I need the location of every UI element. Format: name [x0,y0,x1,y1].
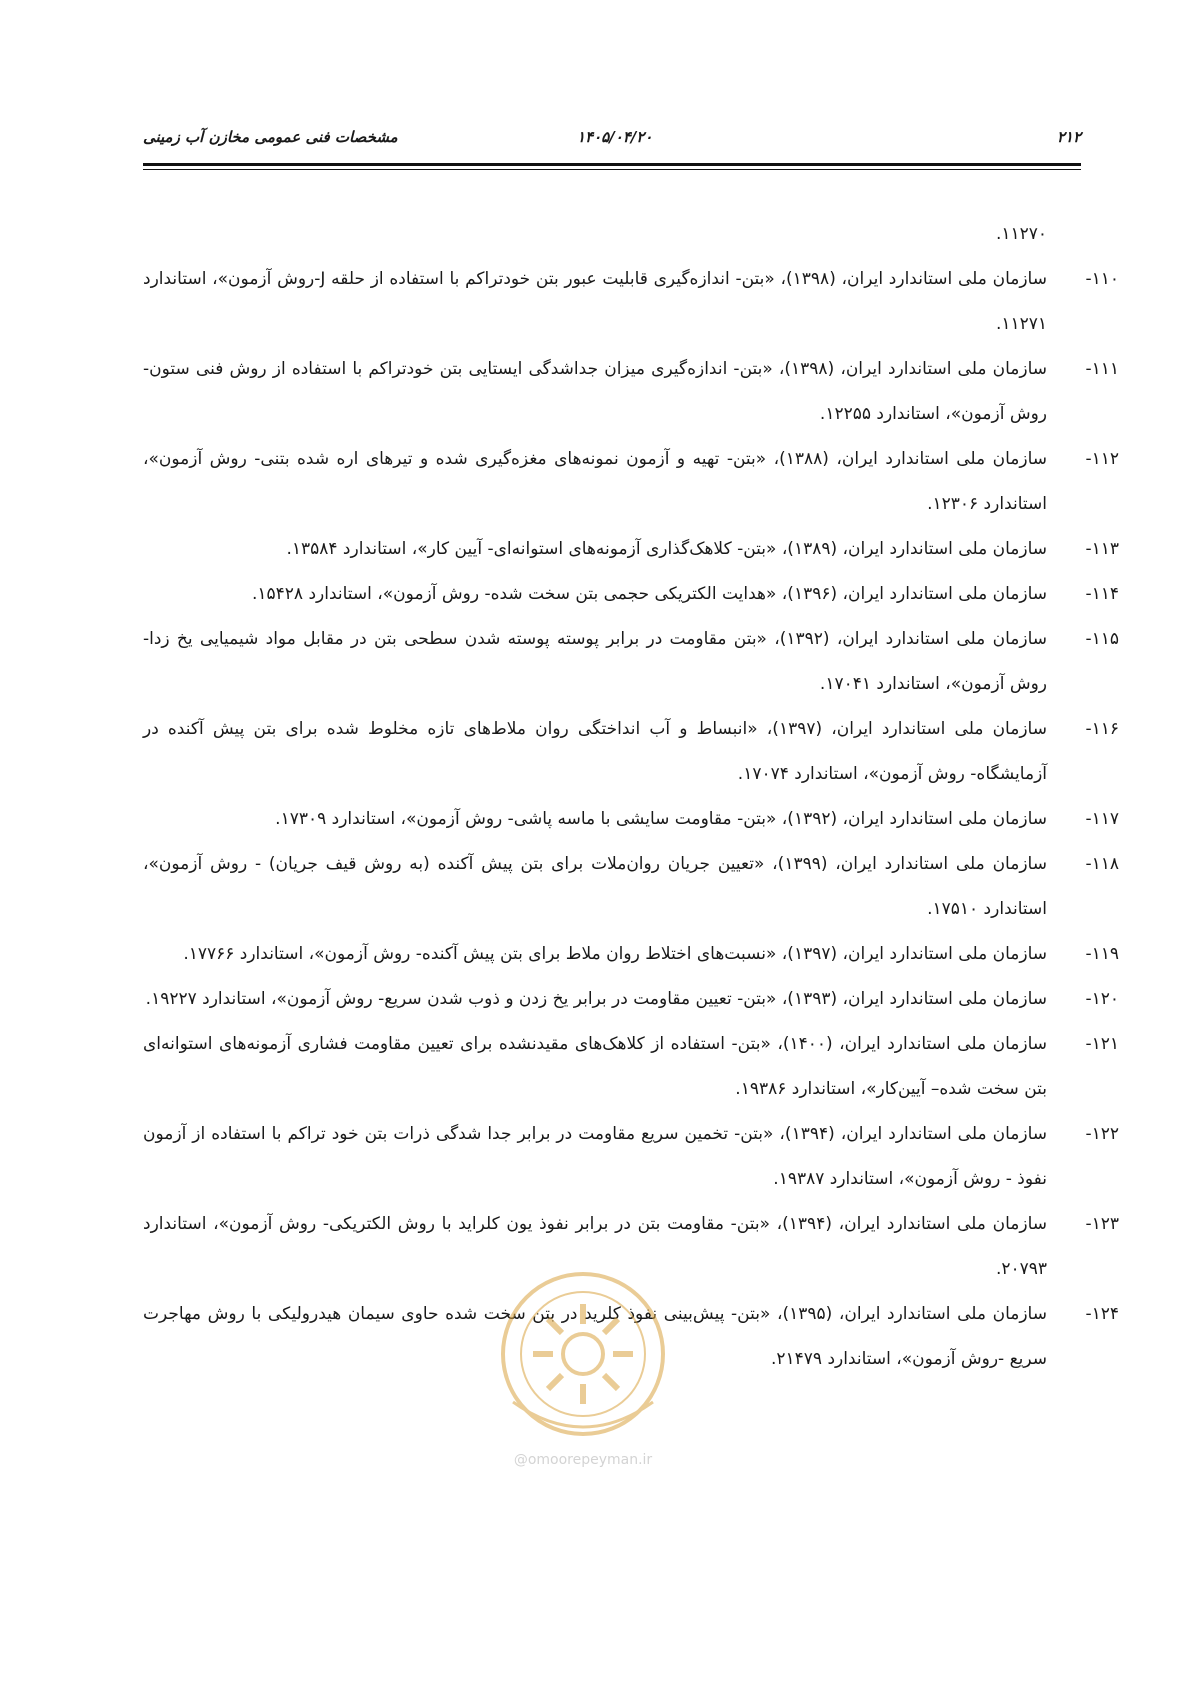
reference-item [143,977,1119,1022]
reference-item [143,707,1119,797]
reference-item [143,1022,1119,1112]
reference-number: ۱۱۵- [1085,629,1119,649]
reference-item [143,572,1119,617]
reference-text: سازمان ملی استاندارد ایران، (۱۳۸۸)، «بتن- تهیه و آزمون نمونه‌های مغزه‌گیری شده و تیرهای اره شده بتنی- روش آزمون»، استاندارد ۱۲۳۰۶. [143,449,1047,514]
reference-item [143,1292,1119,1382]
reference-number: ۱۱۹- [1085,944,1119,964]
page-header [143,128,1081,154]
reference-text: سازمان ملی استاندارد ایران، (۱۳۸۹)، «بتن- کلاهک‌گذاری آزمونه‌های استوانه‌ای- آیین کار»، استاندارد ۱۳۵۸۴. [286,539,1047,559]
reference-number: ۱۱۷- [1085,809,1119,829]
reference-text: سازمان ملی استاندارد ایران، (۱۳۹۸)، «بتن- اندازه‌گیری میزان جداشدگی ایستایی بتن خودتراکم با استفاده از روش فنی ستون- روش آزمون»، استاندارد ۱۲۲۵۵. [143,359,1047,424]
reference-number: ۱۱۲- [1085,449,1119,469]
watermark-url: @omoorepeyman.ir [513,1452,653,1468]
reference-text: سازمان ملی استاندارد ایران، (۱۳۹۵)، «بتن- پیش‌بینی نفوذ کلرید در بتن سخت شده حاوی سیمان هیدرولیکی با روش مهاجرت سریع -روش آزمون»، استاندارد ۲۱۴۷۹. [143,1304,1047,1369]
reference-number: ۱۲۴- [1085,1304,1119,1324]
reference-text: سازمان ملی استاندارد ایران، (۱۳۹۳)، «بتن- تعیین مقاومت در برابر یخ زدن و ذوب شدن سریع- روش آزمون»، استاندارد ۱۹۲۲۷. [145,989,1047,1009]
reference-text: سازمان ملی استاندارد ایران، (۱۳۹۴)، «بتن- مقاومت بتن در برابر نفوذ یون کلراید با روش الکتریکی- روش آزمون»، استاندارد ۲۰۷۹۳. [143,1214,1047,1279]
reference-text: سازمان ملی استاندارد ایران، (۱۳۹۹)، «تعیین جریان روان‌ملات برای بتن پیش آکنده (به روش قیف جریان) - روش آزمون»، استاندارد ۱۷۵۱۰. [143,854,1047,919]
document-date: ۱۴۰۵/۰۴/۲۰ [577,128,653,146]
reference-number: ۱۲۰- [1085,989,1119,1009]
reference-number: ۱۲۲- [1085,1124,1119,1144]
reference-text: سازمان ملی استاندارد ایران، (۱۳۹۲)، «بتن مقاومت در برابر پوسته پوسته شدن سطحی بتن در مقابل مواد شیمیایی یخ زدا- روش آزمون»، استاندارد ۱۷۰۴۱. [143,629,1047,694]
reference-number: ۱۲۱- [1085,1034,1119,1054]
reference-number: ۱۱۸- [1085,854,1119,874]
reference-number: ۱۲۳- [1085,1214,1119,1234]
reference-number: ۱۱۱- [1085,359,1119,379]
reference-item [143,1112,1119,1202]
reference-number: ۱۱۴- [1085,584,1119,604]
reference-text: سازمان ملی استاندارد ایران، (۱۳۹۷)، «انبساط و آب انداختگی روان ملاط‌های تازه مخلوط شده برای بتن پیش آکنده در آزمایشگاه- روش آزمون»، استاندارد ۱۷۰۷۴. [143,719,1047,784]
reference-list [143,212,1119,1382]
reference-item [143,617,1119,707]
reference-text: سازمان ملی استاندارد ایران، (۱۴۰۰)، «بتن- استفاده از کلاهک‌های مقیدنشده برای تعیین مقاومت فشاری آزمونه‌های استوانه‌ای بتن سخت شده– آیین‌کار»، استاندارد ۱۹۳۸۶. [143,1034,1047,1099]
reference-item [143,257,1119,347]
reference-text: سازمان ملی استاندارد ایران، (۱۳۹۷)، «نسبت‌های اختلاط روان ملاط برای بتن پیش آکنده- روش آزمون»، استاندارد ۱۷۷۶۶. [183,944,1047,964]
document-title: مشخصات فنی عمومی مخازن آب زمینی [143,128,398,146]
header-rule-thick [143,163,1081,166]
reference-number: ۱۱۳- [1085,539,1119,559]
reference-text: سازمان ملی استاندارد ایران، (۱۳۹۶)، «هدایت الکتریکی حجمی بتن سخت شده- روش آزمون»، استاندارد ۱۵۴۲۸. [251,584,1047,604]
reference-number: ۱۱۰- [1085,269,1119,289]
reference-item [143,932,1119,977]
reference-text: سازمان ملی استاندارد ایران، (۱۳۹۴)، «بتن- تخمین سریع مقاومت در برابر جدا شدگی ذرات بتن خود تراکم با استفاده از آزمون نفوذ - روش آزمون»، استاندارد ۱۹۳۸۷. [143,1124,1047,1189]
reference-text: سازمان ملی استاندارد ایران، (۱۳۹۸)، «بتن- اندازه‌گیری قابلیت عبور بتن خودتراکم با استفاده از حلقه J-روش آزمون»، استاندارد ۱۱۲۷۱. [143,269,1047,334]
reference-item [143,1202,1119,1292]
reference-item [143,347,1119,437]
reference-item [143,437,1119,527]
reference-continuation: ۱۱۲۷۰. [995,224,1047,244]
page-number: ۲۱۲ [1056,128,1081,146]
reference-item [143,527,1119,572]
reference-item [143,842,1119,932]
reference-text: سازمان ملی استاندارد ایران، (۱۳۹۲)، «بتن- مقاومت سایشی با ماسه پاشی- روش آزمون»، استاندارد ۱۷۳۰۹. [275,809,1047,829]
header-rule-thin [143,169,1081,170]
reference-item [143,797,1119,842]
reference-number: ۱۱۶- [1085,719,1119,739]
